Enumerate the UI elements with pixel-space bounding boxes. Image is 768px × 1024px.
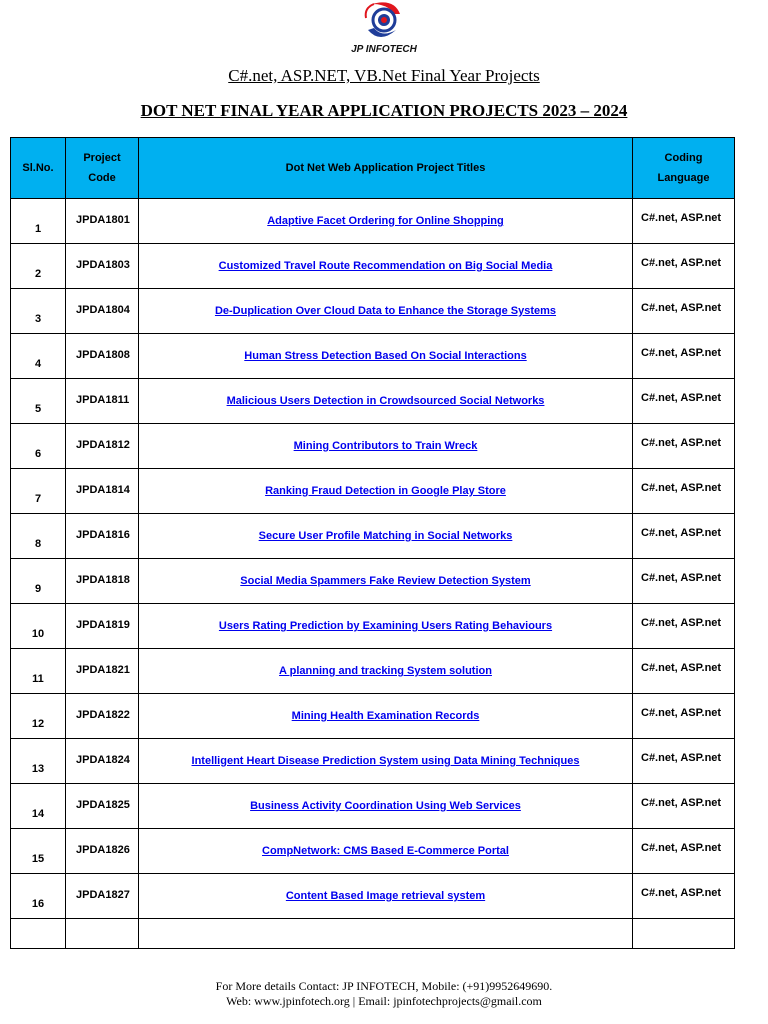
row-project-code: JPDA1811 xyxy=(66,379,139,424)
row-title-cell xyxy=(139,649,633,694)
row-project-code: JPDA1826 xyxy=(66,829,139,874)
project-title-link[interactable]: Malicious Users Detection in Crowdsourced Social Networks xyxy=(226,395,545,407)
table-row xyxy=(11,199,735,244)
row-project-code: JPDA1804 xyxy=(66,289,139,334)
row-serial-number: 9 xyxy=(11,559,66,604)
column-header-project-titles: Dot Net Web Application Project Titles xyxy=(139,138,633,199)
row-title-cell xyxy=(139,874,633,919)
row-coding-language: C#.net, ASP.net xyxy=(633,739,735,784)
projects-table xyxy=(10,137,735,949)
table-row xyxy=(11,424,735,469)
table-row xyxy=(11,469,735,514)
row-title-cell xyxy=(139,334,633,379)
row-coding-language: C#.net, ASP.net xyxy=(633,289,735,334)
row-coding-language: C#.net, ASP.net xyxy=(633,829,735,874)
row-serial-number: 12 xyxy=(11,694,66,739)
project-title-link[interactable]: Human Stress Detection Based On Social Interactions xyxy=(244,350,527,362)
row-title-cell xyxy=(139,469,633,514)
row-project-code: JPDA1808 xyxy=(66,334,139,379)
column-header-project-code: Project Code xyxy=(66,138,139,199)
row-serial-number: 15 xyxy=(11,829,66,874)
table-row xyxy=(11,649,735,694)
row-project-code: JPDA1814 xyxy=(66,469,139,514)
project-title-link[interactable]: Mining Health Examination Records xyxy=(291,710,480,722)
project-title-link[interactable]: Mining Contributors to Train Wreck xyxy=(293,440,478,452)
table-row xyxy=(11,874,735,919)
table-row xyxy=(11,244,735,289)
row-title-cell xyxy=(139,604,633,649)
project-title-link[interactable]: De-Duplication Over Cloud Data to Enhance the Storage Systems xyxy=(214,305,557,317)
row-serial-number: 2 xyxy=(11,244,66,289)
footer-contact: For More details Contact: JP INFOTECH, Mobile: (+91)9952649690. xyxy=(215,979,553,993)
table-row xyxy=(11,379,735,424)
row-title-cell xyxy=(139,784,633,829)
project-title-link[interactable]: Ranking Fraud Detection in Google Play Store xyxy=(265,485,506,497)
table-row xyxy=(11,694,735,739)
row-serial-number: 5 xyxy=(11,379,66,424)
row-project-code: JPDA1803 xyxy=(66,244,139,289)
row-project-code: JPDA1801 xyxy=(66,199,139,244)
row-title-cell xyxy=(139,424,633,469)
empty-cell xyxy=(66,919,139,949)
row-project-code: JPDA1824 xyxy=(66,739,139,784)
page-subtitle: C#.net, ASP.NET, VB.Net Final Year Projects xyxy=(228,66,540,85)
project-title-link[interactable]: CompNetwork: CMS Based E-Commerce Portal xyxy=(262,845,509,857)
project-title-link[interactable]: Intelligent Heart Disease Prediction System using Data Mining Techniques xyxy=(191,755,580,767)
project-title-link[interactable]: Social Media Spammers Fake Review Detection System xyxy=(240,575,531,587)
row-coding-language: C#.net, ASP.net xyxy=(633,424,735,469)
row-project-code: JPDA1819 xyxy=(66,604,139,649)
row-serial-number: 4 xyxy=(11,334,66,379)
row-serial-number: 10 xyxy=(11,604,66,649)
row-title-cell xyxy=(139,559,633,604)
page-title: DOT NET FINAL YEAR APPLICATION PROJECTS 2023 – 2024 xyxy=(140,101,628,120)
project-title-link[interactable]: Secure User Profile Matching in Social Networks xyxy=(258,530,513,542)
row-coding-language: C#.net, ASP.net xyxy=(633,874,735,919)
row-coding-language: C#.net, ASP.net xyxy=(633,379,735,424)
row-coding-language: C#.net, ASP.net xyxy=(633,694,735,739)
project-title-link[interactable]: Users Rating Prediction by Examining Users Rating Behaviours xyxy=(218,620,553,632)
row-coding-language: C#.net, ASP.net xyxy=(633,199,735,244)
row-coding-language: C#.net, ASP.net xyxy=(633,244,735,289)
row-project-code: JPDA1812 xyxy=(66,424,139,469)
row-serial-number: 8 xyxy=(11,514,66,559)
table-row xyxy=(11,784,735,829)
table-header-row xyxy=(11,138,735,199)
logo-text: JP INFOTECH xyxy=(351,44,417,55)
row-serial-number: 16 xyxy=(11,874,66,919)
table-row xyxy=(11,739,735,784)
row-title-cell xyxy=(139,514,633,559)
row-project-code: JPDA1816 xyxy=(66,514,139,559)
row-coding-language: C#.net, ASP.net xyxy=(633,514,735,559)
empty-cell xyxy=(633,919,735,949)
logo-emblem-icon xyxy=(354,0,414,44)
row-coding-language: C#.net, ASP.net xyxy=(633,559,735,604)
empty-cell xyxy=(139,919,633,949)
company-logo xyxy=(0,0,768,62)
row-project-code: JPDA1825 xyxy=(66,784,139,829)
column-header-slno: Sl.No. xyxy=(11,138,66,199)
row-coding-language: C#.net, ASP.net xyxy=(633,334,735,379)
table-row xyxy=(11,559,735,604)
row-serial-number: 3 xyxy=(11,289,66,334)
row-serial-number: 1 xyxy=(11,199,66,244)
row-serial-number: 14 xyxy=(11,784,66,829)
table-row xyxy=(11,289,735,334)
project-title-link[interactable]: Customized Travel Route Recommendation on Big Social Media xyxy=(218,260,553,272)
project-title-link[interactable]: Business Activity Coordination Using Web Services xyxy=(250,800,521,812)
table-row-empty xyxy=(11,919,735,949)
row-coding-language: C#.net, ASP.net xyxy=(633,784,735,829)
row-serial-number: 7 xyxy=(11,469,66,514)
empty-cell xyxy=(11,919,66,949)
row-title-cell xyxy=(139,829,633,874)
table-row xyxy=(11,334,735,379)
column-header-coding-language: Coding Language xyxy=(633,138,735,199)
table-row xyxy=(11,514,735,559)
row-project-code: JPDA1827 xyxy=(66,874,139,919)
table-row xyxy=(11,829,735,874)
project-title-link[interactable]: Content Based Image retrieval system xyxy=(285,890,486,902)
row-title-cell xyxy=(139,739,633,784)
row-title-cell xyxy=(139,199,633,244)
row-coding-language: C#.net, ASP.net xyxy=(633,604,735,649)
row-serial-number: 13 xyxy=(11,739,66,784)
project-title-link[interactable]: Adaptive Facet Ordering for Online Shopping xyxy=(267,215,504,227)
row-title-cell xyxy=(139,379,633,424)
row-project-code: JPDA1822 xyxy=(66,694,139,739)
row-serial-number: 11 xyxy=(11,649,66,694)
row-title-cell xyxy=(139,694,633,739)
row-project-code: JPDA1821 xyxy=(66,649,139,694)
project-title-link[interactable]: A planning and tracking System solution xyxy=(279,665,492,677)
row-coding-language: C#.net, ASP.net xyxy=(633,649,735,694)
table-body xyxy=(11,199,735,949)
row-serial-number: 6 xyxy=(11,424,66,469)
row-title-cell xyxy=(139,289,633,334)
row-coding-language: C#.net, ASP.net xyxy=(633,469,735,514)
footer-web-email: Web: www.jpinfotech.org | Email: jpinfotechprojects@gmail.com xyxy=(226,994,542,1008)
row-project-code: JPDA1818 xyxy=(66,559,139,604)
row-title-cell xyxy=(139,244,633,289)
table-row xyxy=(11,604,735,649)
